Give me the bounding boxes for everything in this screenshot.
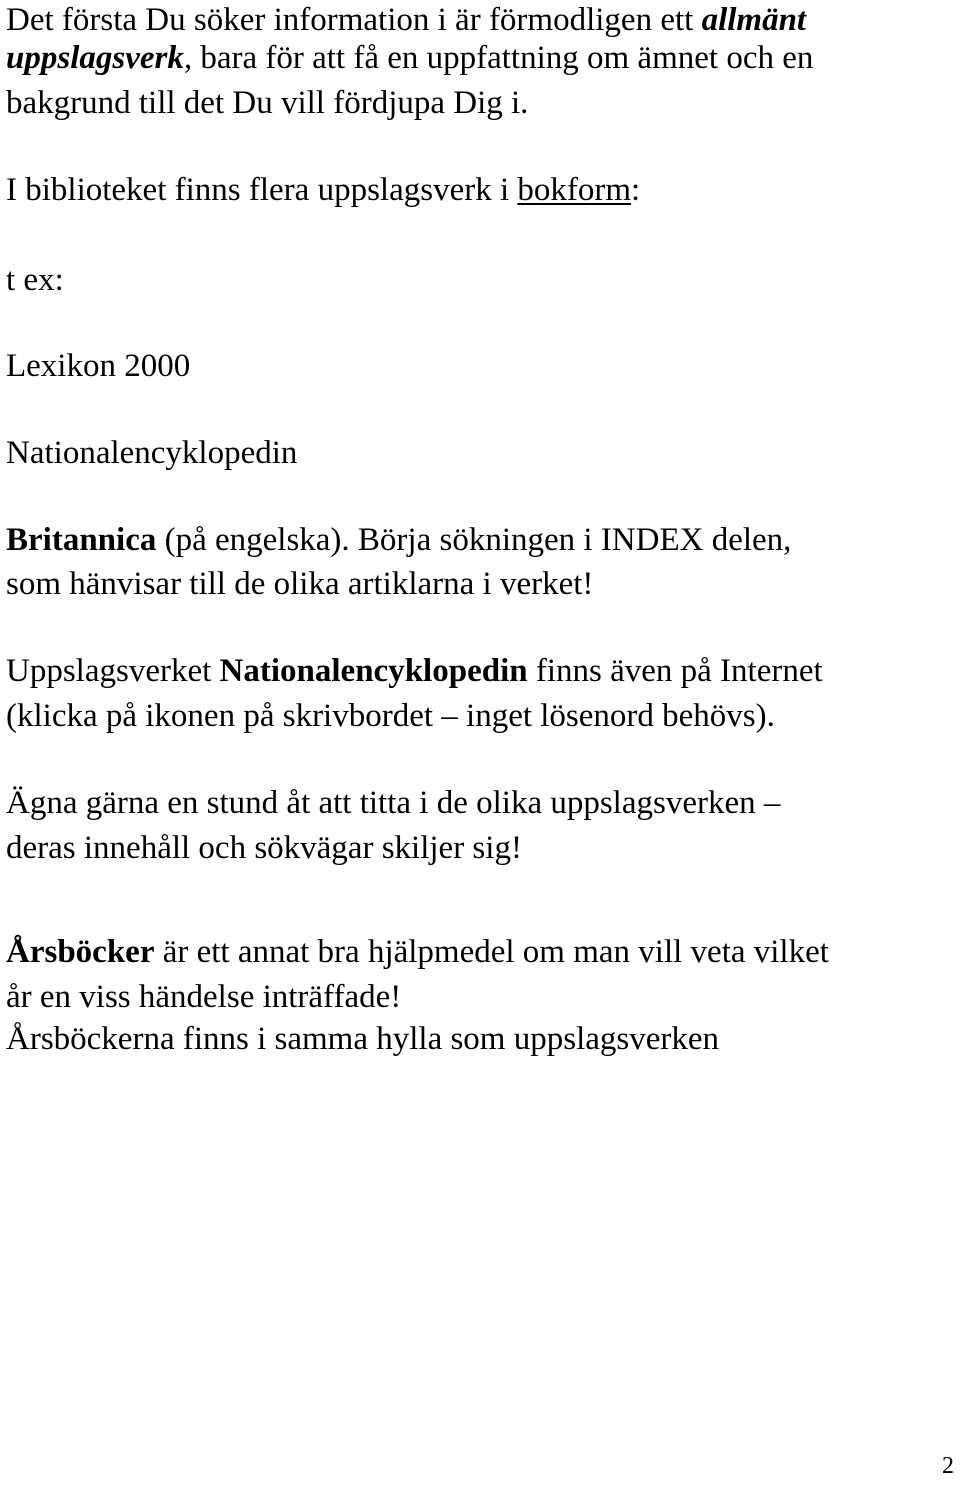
list-item-nationalencyklopedin: Nationalencyklopedin [6, 435, 298, 471]
intro-line-1: Det första Du söker information i är förmodligen ett allmänt [6, 2, 807, 38]
list-item-britannica: Britannica (på engelska). Börja sökningen i INDEX delen, [6, 522, 792, 558]
example-label: t ex: [6, 262, 64, 298]
intro-line-3: bakgrund till det Du vill fördjupa Dig i. [6, 85, 529, 121]
arsbocker-bold: Årsböcker [6, 934, 155, 970]
library-paragraph: I biblioteket finns flera uppslagsverk i bokform: [6, 172, 641, 208]
browse-paragraph-line-2: deras innehåll och sökvägar skiljer sig! [6, 830, 522, 866]
yearbooks-line-3: Årsböckerna finns i samma hylla som uppslagsverken [6, 1021, 720, 1057]
britannica-line-2: som hänvisar till de olika artiklarna i verket! [6, 566, 594, 602]
list-item-lexikon: Lexikon 2000 [6, 348, 191, 384]
internet-paragraph-line-1: Uppslagsverket Nationalencyklopedin finns även på Internet [6, 653, 823, 689]
nationalencyklopedin-bold: Nationalencyklopedin [219, 653, 528, 689]
internet-paragraph-line-2: (klicka på ikonen på skrivbordet – inget lösenord behövs). [6, 698, 775, 734]
intro-line-2: uppslagsverk, bara för att få en uppfattning om ämnet och en [6, 40, 814, 76]
yearbooks-line-1: Årsböcker är ett annat bra hjälpmedel om man vill veta vilket [6, 934, 829, 970]
britannica-title: Britannica [6, 522, 157, 558]
emphasis-uppslagsverk: uppslagsverk [6, 40, 184, 76]
page-number: 2 [942, 1453, 954, 1479]
emphasis-allmant: allmänt [701, 2, 807, 38]
yearbooks-line-2: år en viss händelse inträffade! [6, 979, 402, 1015]
browse-paragraph-line-1: Ägna gärna en stund åt att titta i de olika uppslagsverken – [6, 785, 781, 821]
underlined-bokform: bokform [517, 172, 632, 208]
